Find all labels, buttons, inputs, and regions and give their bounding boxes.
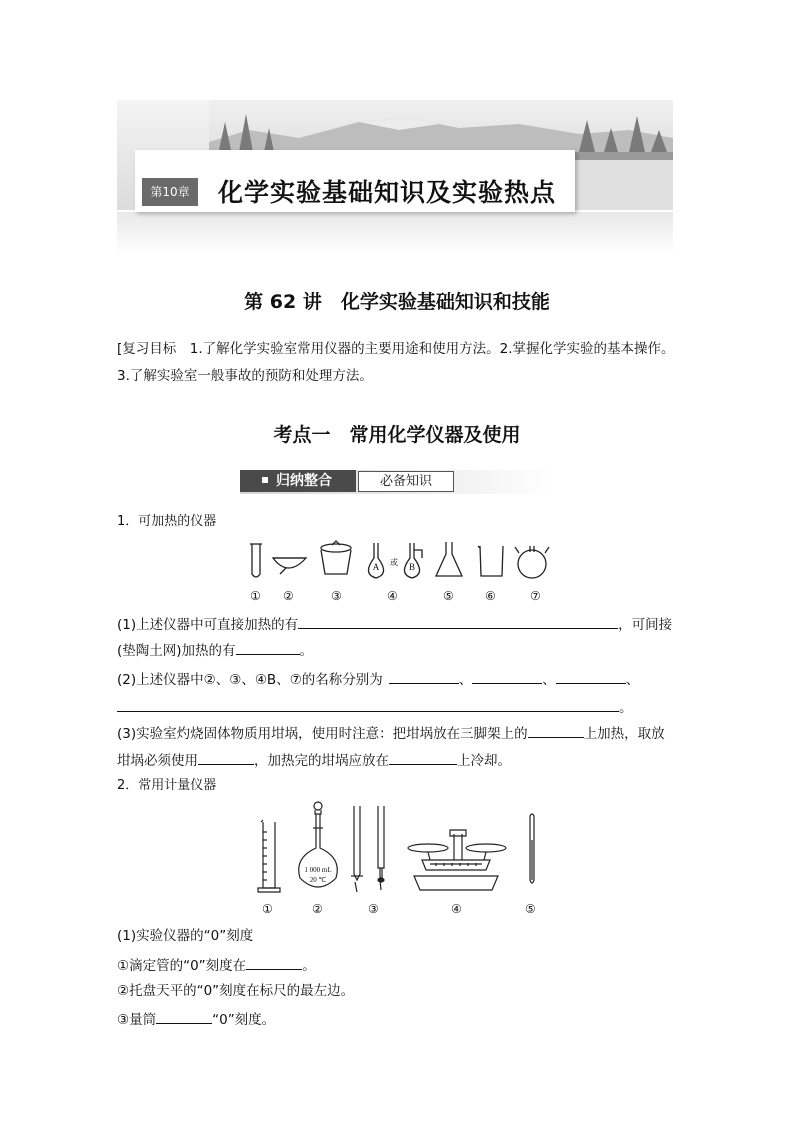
q1-text-a: (1)上述仪器中可直接加热的有 bbox=[117, 617, 299, 633]
q3-text-c: 坩埚必须使用 bbox=[117, 753, 198, 769]
three-neck-flask-icon bbox=[515, 546, 549, 578]
thermometer-icon bbox=[530, 814, 534, 883]
flask-label-or: 或 bbox=[390, 558, 398, 567]
figure2-label-4: ④ bbox=[451, 902, 462, 916]
q2-end: 。 bbox=[619, 700, 633, 716]
lecture-title: 第 62 讲 化学实验基础知识和技能 bbox=[244, 291, 550, 313]
answer-blank[interactable] bbox=[389, 750, 457, 765]
answer-blank[interactable] bbox=[389, 669, 459, 684]
figure1-label-3: ③ bbox=[331, 589, 342, 603]
base-burette-icon bbox=[378, 806, 384, 890]
figure2-label-1: ① bbox=[262, 902, 273, 916]
figure2-label-2: ② bbox=[312, 902, 323, 916]
q2-text-a: (2)上述仪器中②、③、④B、⑦的名称分别为 bbox=[117, 672, 383, 688]
banner-footer bbox=[117, 212, 673, 255]
q1-1-text-b: 。 bbox=[302, 958, 316, 974]
answer-blank[interactable] bbox=[556, 669, 626, 684]
part2-question-1: (1)实验仪器的“0”刻度 bbox=[117, 928, 254, 944]
section-title: 考点一 常用化学仪器及使用 bbox=[273, 424, 521, 446]
section-tag-summary bbox=[240, 470, 356, 492]
chapter-title: 化学实验基础知识及实验热点 bbox=[218, 178, 557, 207]
figure2-label-5: ⑤ bbox=[525, 902, 536, 916]
volumetric-flask-icon bbox=[299, 802, 338, 887]
crucible-icon bbox=[321, 541, 351, 574]
answer-blank[interactable] bbox=[236, 640, 300, 655]
square-bullet-icon bbox=[262, 477, 268, 483]
q1-text-c: (垫陶土网)加热的有 bbox=[117, 643, 236, 659]
evaporating-dish-icon bbox=[273, 558, 306, 574]
q1-1-text-a: ①滴定管的“0”刻度在 bbox=[117, 958, 247, 974]
platform-balance-icon bbox=[408, 830, 506, 890]
part2-heading: 2．常用计量仪器 bbox=[117, 778, 217, 793]
part1-question-1-line-1 bbox=[117, 614, 672, 634]
figure1-label-2: ② bbox=[283, 589, 294, 603]
answer-blank[interactable] bbox=[472, 669, 542, 684]
part2-question-1-item-1 bbox=[117, 955, 316, 975]
flask-label-b: B bbox=[408, 562, 416, 572]
heatable-instruments-figure bbox=[240, 538, 560, 586]
test-tube-icon bbox=[250, 544, 262, 577]
q3-text-b: 上加热，取放 bbox=[583, 726, 665, 742]
figure2-label-3: ③ bbox=[368, 902, 379, 916]
part1-question-3-line-2 bbox=[117, 750, 511, 770]
conical-flask-icon bbox=[436, 542, 462, 576]
flask-icon bbox=[368, 543, 383, 578]
figure1-label-7: ⑦ bbox=[530, 589, 541, 603]
part2-question-1-item-3 bbox=[117, 1009, 275, 1029]
volumetric-flask-capacity: 1 000 mL bbox=[304, 866, 332, 874]
part1-question-1-line-2 bbox=[117, 640, 313, 660]
q1-3-text-b: “0”刻度。 bbox=[212, 1012, 276, 1028]
flask-label-a: A bbox=[372, 562, 380, 572]
q1-text-b: ，可间接 bbox=[618, 617, 673, 633]
answer-blank[interactable] bbox=[246, 955, 302, 970]
distillation-flask-icon bbox=[404, 543, 422, 578]
graduated-cylinder-icon bbox=[258, 820, 280, 892]
review-goals-line-2: 3.了解实验室一般事故的预防和处理方法。 bbox=[117, 368, 373, 384]
figure1-label-1: ① bbox=[250, 589, 261, 603]
q1-text-d: 。 bbox=[299, 643, 314, 659]
beaker-icon bbox=[478, 546, 503, 576]
q3-text-e: 上冷却。 bbox=[457, 753, 511, 769]
q1-3-text-a: ③量筒 bbox=[117, 1012, 157, 1028]
part1-heading: 1．可加热的仪器 bbox=[117, 514, 217, 529]
figure1-label-6: ⑥ bbox=[485, 589, 496, 603]
answer-blank[interactable] bbox=[298, 614, 618, 629]
chapter-tag: 第10章 bbox=[142, 178, 198, 206]
answer-blank[interactable] bbox=[117, 697, 619, 712]
q2-separator: 、 bbox=[458, 672, 473, 688]
measuring-instruments-figure bbox=[250, 800, 550, 898]
acid-burette-icon bbox=[351, 806, 363, 892]
figure1-label-4: ④ bbox=[387, 589, 398, 603]
part1-question-3-line-1 bbox=[117, 723, 665, 743]
answer-blank[interactable] bbox=[528, 723, 584, 738]
answer-blank[interactable] bbox=[156, 1009, 212, 1024]
q3-text-a: (3)实验室灼烧固体物质用坩埚，使用时注意：把坩埚放在三脚架上的 bbox=[117, 726, 528, 742]
section-tag-knowledge: 必备知识 bbox=[358, 471, 454, 492]
review-goals-line-1: [复习目标 1.了解化学实验室常用仪器的主要用途和使用方法。2.掌握化学实验的基本操作。 bbox=[117, 341, 675, 357]
part1-question-2-line-2 bbox=[117, 697, 633, 717]
part2-question-1-item-2: ②托盘天平的“0”刻度在标尺的最左边。 bbox=[117, 983, 355, 999]
figure1-label-5: ⑤ bbox=[443, 589, 454, 603]
part1-question-2-line-1 bbox=[117, 669, 639, 689]
volumetric-flask-temperature: 20 ℃ bbox=[309, 876, 327, 884]
q2-separator: 、 bbox=[625, 672, 640, 688]
answer-blank[interactable] bbox=[198, 750, 254, 765]
q2-separator: 、 bbox=[542, 672, 556, 688]
section-tag-summary-label: 归纳整合 bbox=[276, 473, 332, 489]
q3-text-d: ，加热完的坩埚应放在 bbox=[254, 753, 389, 769]
